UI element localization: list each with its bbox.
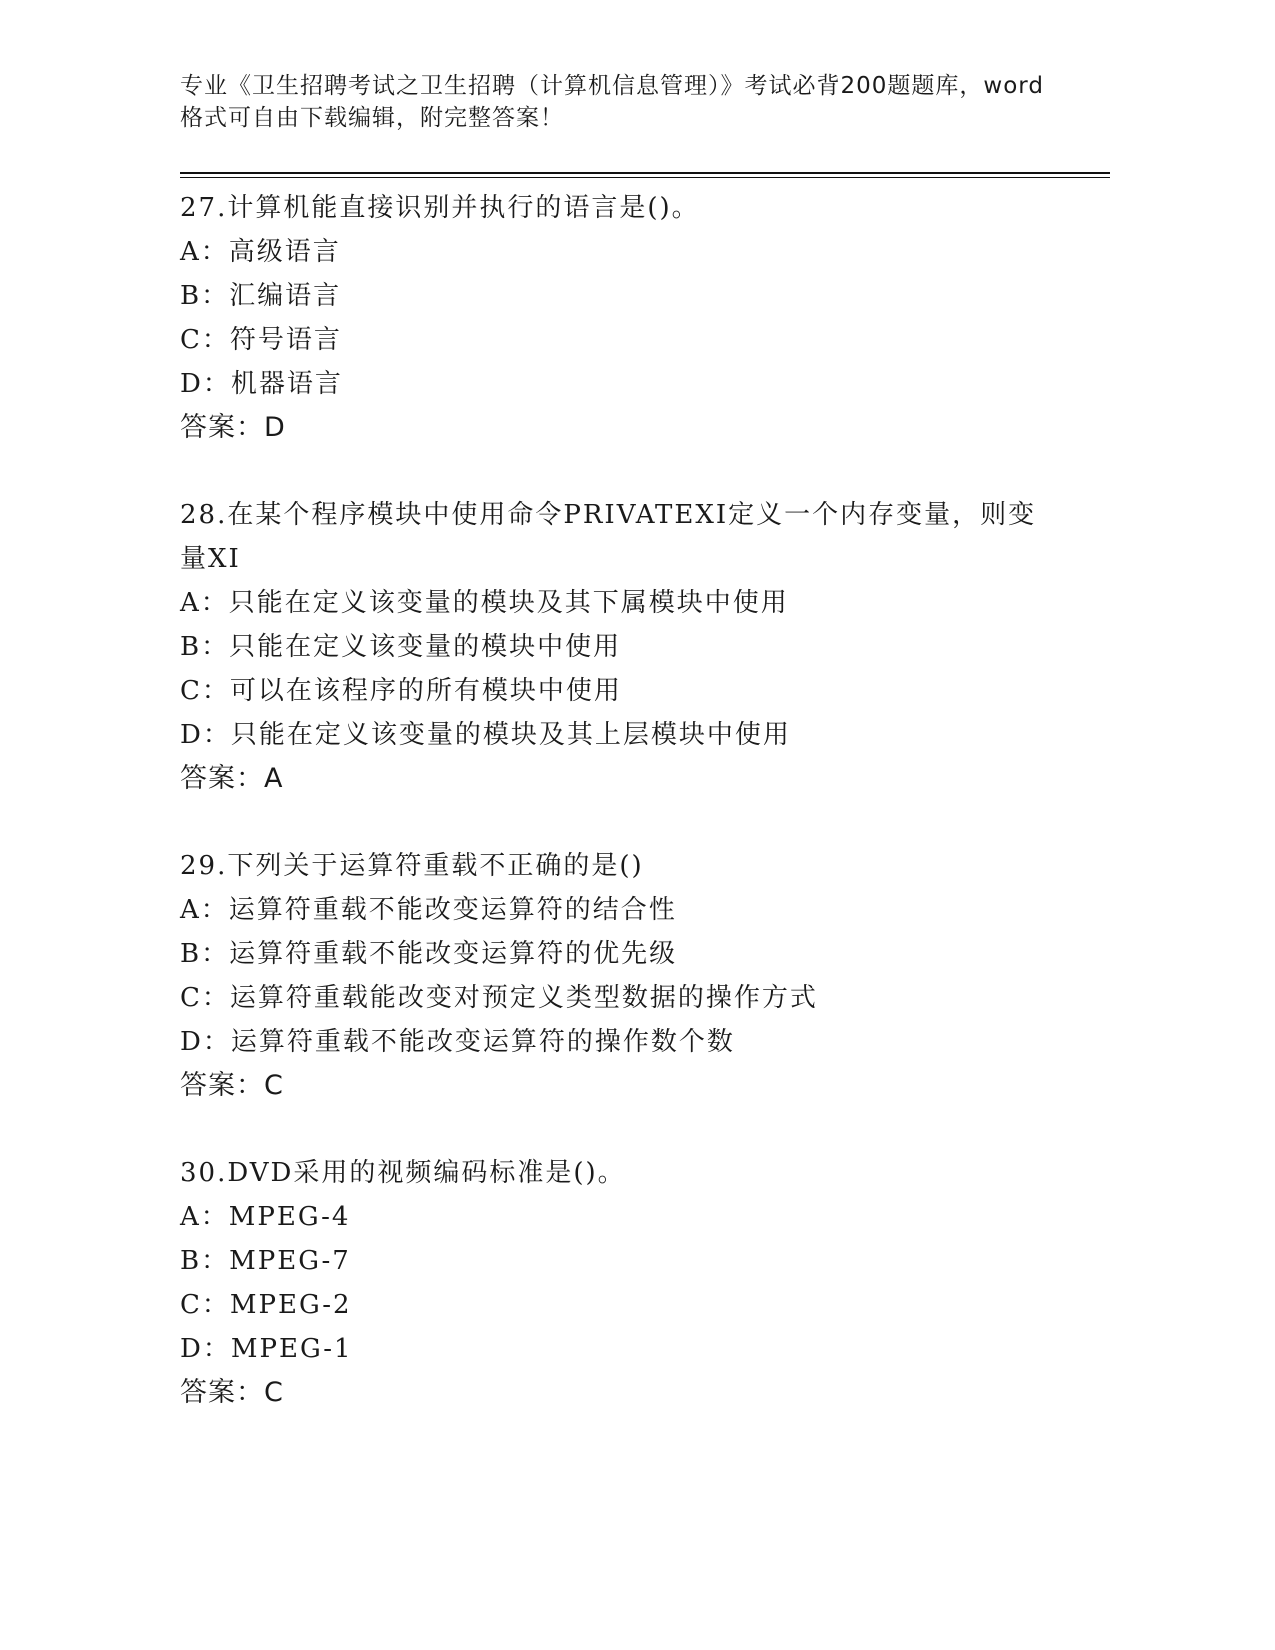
answer-line: 答案：C (180, 1377, 284, 1408)
option-d: D：运算符重载不能改变运算符的操作数个数 (180, 1027, 735, 1057)
option-a: A：高级语言 (180, 237, 341, 267)
option-d: D：只能在定义该变量的模块及其上层模块中使用 (180, 720, 791, 750)
question-stem: 28.在某个程序模块中使用命令PRIVATEXI定义一个内存变量，则变量XI (180, 500, 1037, 574)
answer-line: 答案：A (180, 763, 284, 794)
option-c: C：运算符重载能改变对预定义类型数据的操作方式 (180, 983, 818, 1013)
option-d: D：MPEG-1 (180, 1334, 353, 1364)
option-a: A：MPEG-4 (180, 1202, 351, 1232)
option-b: B：MPEG-7 (180, 1246, 351, 1276)
option-c: C：符号语言 (180, 325, 342, 355)
option-d: D：机器语言 (180, 369, 343, 399)
option-b: B：汇编语言 (180, 281, 342, 311)
document-header: 专业《卫生招聘考试之卫生招聘（计算机信息管理）》考试必背200题题库，word格式可自由下载编辑，附完整答案！ (180, 73, 1044, 131)
option-a: A：只能在定义该变量的模块及其下属模块中使用 (180, 588, 789, 618)
question-item (180, 844, 1110, 1108)
question-list (180, 186, 1110, 1415)
question-stem: 30.DVD采用的视频编码标准是()。 (180, 1158, 626, 1188)
document-page (180, 70, 1110, 1458)
question-stem: 27.计算机能直接识别并执行的语言是()。 (180, 193, 700, 223)
option-b: B：只能在定义该变量的模块中使用 (180, 632, 622, 662)
question-item (180, 186, 1110, 450)
option-b: B：运算符重载不能改变运算符的优先级 (180, 939, 678, 969)
answer-line: 答案：C (180, 1070, 284, 1101)
option-c: C：可以在该程序的所有模块中使用 (180, 676, 622, 706)
header-divider (180, 172, 1110, 178)
answer-line: 答案：D (180, 412, 286, 443)
option-a: A：运算符重载不能改变运算符的结合性 (180, 895, 677, 925)
option-c: C：MPEG-2 (180, 1290, 352, 1320)
question-item (180, 1151, 1110, 1415)
question-stem: 29.下列关于运算符重载不正确的是() (180, 851, 644, 881)
question-item (180, 493, 1110, 801)
